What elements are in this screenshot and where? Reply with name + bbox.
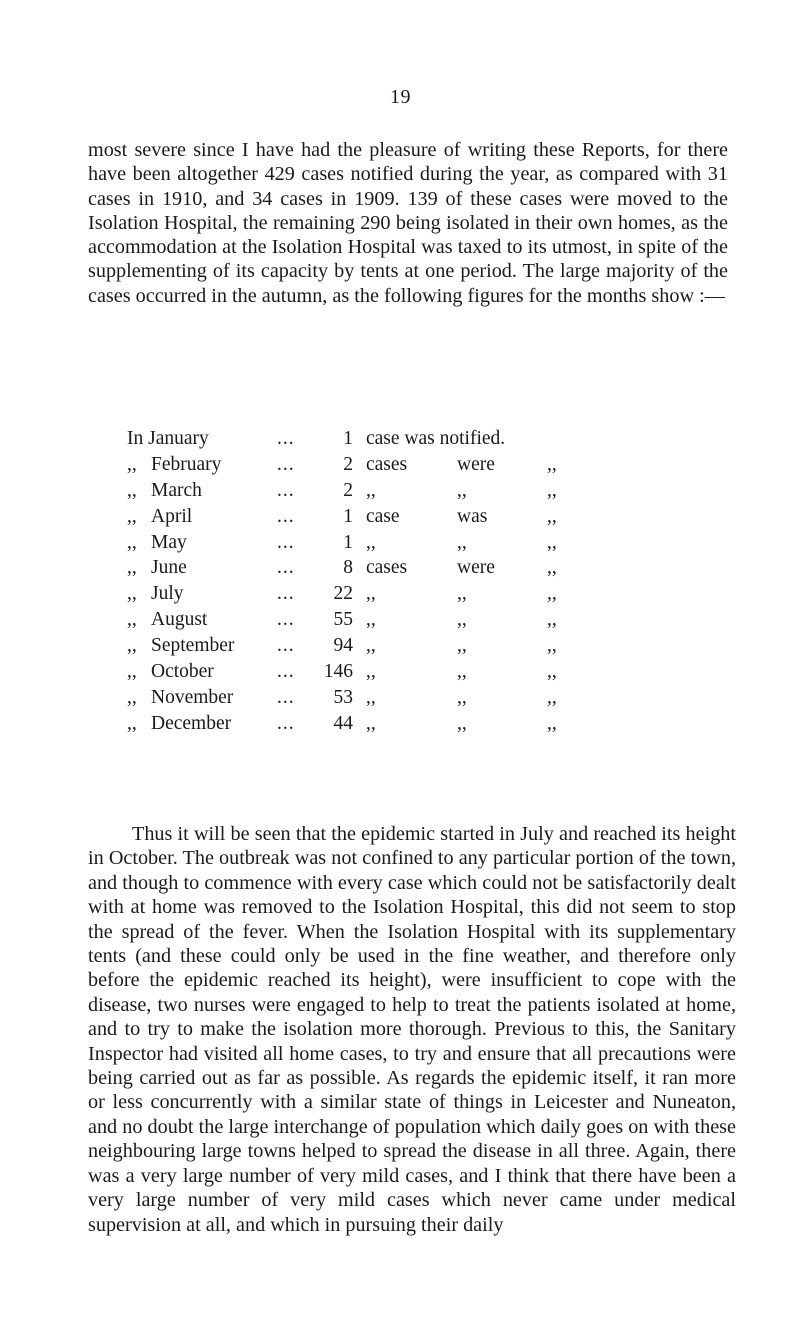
table-row: [127, 685, 747, 711]
case-count: 94: [333, 635, 353, 657]
ditto-mark: ,,: [127, 583, 137, 605]
notified-word: ,,: [547, 479, 557, 501]
leader-dots: ...: [277, 661, 295, 683]
leader-dots: ...: [277, 428, 295, 449]
notified-word: ,,: [547, 531, 557, 553]
notified-word: ,,: [547, 661, 557, 683]
paragraph-intro: most severe since I have had the pleasure of writing these Reports, for there have been altogether 429 cases notified during the year, as compared with 31 cases in 1910, and 34 cases in 1909. 139 of these cases were moved to the Isolation Hospital, the remaining 290 being isolated in their own homes, as the accommodation at the Isolation Hospital was taxed to its utmost, in spite of the supplementing of its capacity by tents at one period. The large majority of the cases occurred in the autumn, as the following figures for the months show :—: [88, 139, 728, 307]
notified-word: ,,: [547, 583, 557, 605]
verb-word: ,,: [457, 686, 467, 708]
case-word: ,,: [366, 479, 376, 501]
notified-word: ,,: [547, 453, 557, 475]
verb-word: ,,: [457, 609, 467, 631]
case-count: 53: [333, 686, 353, 708]
ditto-mark: ,,: [127, 686, 137, 708]
ditto-mark: ,,: [127, 505, 137, 527]
case-word: ,,: [366, 686, 376, 708]
month-name: May: [151, 531, 187, 553]
leader-dots: ...: [277, 686, 295, 708]
ditto-mark: ,,: [127, 609, 137, 631]
case-count: 1: [343, 428, 353, 449]
case-word: ,,: [366, 583, 376, 605]
ditto-mark: ,,: [127, 712, 137, 734]
leader-dots: ...: [277, 557, 295, 579]
month-name: January: [148, 428, 209, 449]
paragraph-discussion: Thus it will be seen that the epidemic started in July and reached its height in October. The outbreak was not confined to any particular portion of the town, and though to commence with every case which could not be satisfactorily dealt with at home was removed to the Isolation Hospital, this did not seem to stop the spread of the fever. When the Isolation Hospital with its supplementary tents (and these could only be used in the fine weather, and therefore only before the epidemic reached its height), were insufficient to cope with the disease, two nurses were engaged to help to treat the patients isolated at home, and to try to make the isolation more thorough. Previous to this, the Sanitary Inspector had visited all home cases, to try and ensure that all precautions were being carried out as far as possible. As regards the epidemic itself, it ran more or less concurrently with a similar state of things in Leicester and Nuneaton, and no doubt the large interchange of population which daily goes on with these neighbouring large towns helped to spread the disease in all three. Again, there was a very large number of very mild cases, and I think that there have been a very large number of very mild cases which never came under medical supervision at all, and which in pursuing their daily: [88, 823, 736, 1236]
leader-dots: ...: [277, 609, 295, 631]
leader-dots: ...: [277, 479, 295, 501]
month-name: September: [151, 635, 235, 657]
table-row: [127, 581, 747, 607]
case-count: 44: [333, 712, 353, 734]
ditto-mark: ,,: [127, 557, 137, 579]
ditto-mark: ,,: [127, 531, 137, 553]
case-count: 55: [333, 609, 353, 631]
case-word: cases: [366, 453, 408, 475]
page-number: 19: [390, 86, 411, 108]
verb-word: ,,: [457, 583, 467, 605]
month-name: July: [151, 583, 184, 605]
leader-dots: ...: [277, 712, 295, 734]
case-count: 2: [343, 479, 353, 501]
month-name: April: [151, 505, 193, 527]
notified-word: ,,: [547, 635, 557, 657]
monthly-cases-table: [127, 426, 747, 737]
notified-word: ,,: [547, 557, 557, 579]
table-row: [127, 607, 747, 633]
verb-word: ,,: [457, 661, 467, 683]
case-count: 146: [323, 661, 353, 683]
table-row: [127, 452, 747, 478]
month-name: October: [151, 661, 214, 683]
case-count: 22: [333, 583, 353, 605]
case-word: ,,: [366, 609, 376, 631]
leader-dots: ...: [277, 635, 295, 657]
table-row: [127, 659, 747, 685]
case-count: 1: [343, 505, 353, 527]
table-row: [127, 633, 747, 659]
month-name: December: [151, 712, 232, 734]
ditto-mark: ,,: [127, 635, 137, 657]
table-row: [127, 478, 747, 504]
notified-word: ,,: [547, 609, 557, 631]
leader-dots: ...: [277, 531, 295, 553]
ditto-mark: ,,: [127, 453, 137, 475]
case-word: ,,: [366, 531, 376, 553]
case-word: ,,: [366, 635, 376, 657]
table-row: [127, 504, 747, 530]
case-count: 1: [343, 531, 353, 553]
month-name: February: [151, 453, 222, 475]
month-name: August: [151, 609, 208, 631]
ditto-mark: ,,: [127, 479, 137, 501]
table-row: [127, 711, 747, 737]
leader-dots: ...: [277, 505, 295, 527]
month-name: June: [151, 557, 187, 579]
month-name: March: [151, 479, 202, 501]
ditto-mark: ,,: [127, 661, 137, 683]
table-row: [127, 530, 747, 556]
case-word: ,,: [366, 712, 376, 734]
case-phrase: case was notified.: [366, 428, 506, 449]
verb-word: ,,: [457, 635, 467, 657]
month-label: [127, 426, 209, 452]
verb-word: ,,: [457, 531, 467, 553]
verb-word: was: [457, 505, 488, 527]
case-count: 2: [343, 453, 353, 475]
case-word: case: [366, 505, 400, 527]
case-word: ,,: [366, 661, 376, 683]
notified-word: ,,: [547, 686, 557, 708]
table-row: [127, 555, 747, 581]
leader-dots: ...: [277, 583, 295, 605]
notified-word: ,,: [547, 505, 557, 527]
case-word: cases: [366, 557, 408, 579]
verb-word: ,,: [457, 712, 467, 734]
case-count: 8: [343, 557, 353, 579]
table-row: [127, 426, 747, 452]
month-name: November: [151, 686, 234, 708]
notified-word: ,,: [547, 712, 557, 734]
leader-dots: ...: [277, 453, 295, 475]
month-prefix: In: [127, 428, 144, 449]
verb-word: ,,: [457, 479, 467, 501]
verb-word: were: [457, 557, 495, 579]
verb-word: were: [457, 453, 495, 475]
